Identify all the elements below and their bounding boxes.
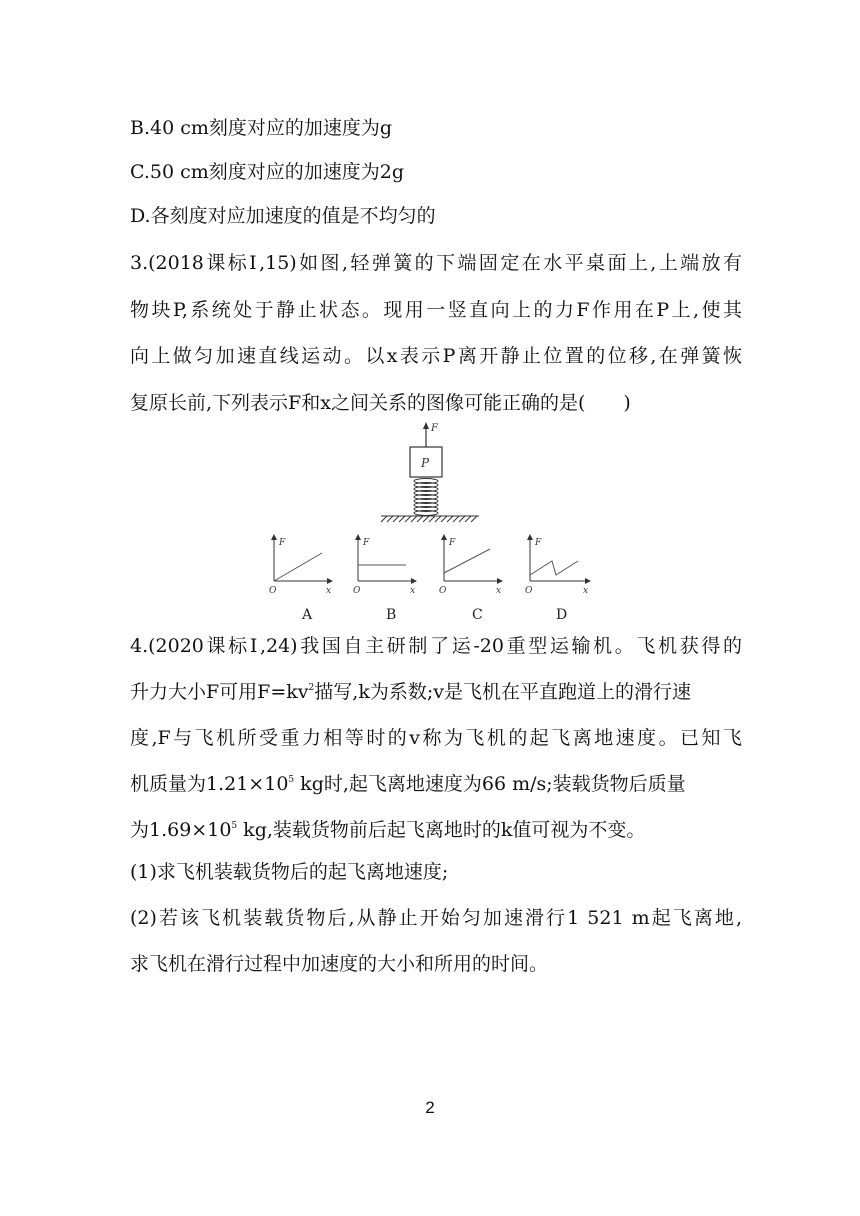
graph-c-origin: O [439, 586, 447, 596]
answer-graphs [262, 533, 602, 625]
q4-line-5-pre: 为1.69×10 [130, 819, 232, 841]
spring [414, 479, 438, 516]
graph-a-origin: O [269, 586, 277, 596]
q3-line-3: 向上做匀加速直线运动。以x表示P离开静止位置的位移,在弹簧恢 [130, 345, 742, 367]
graph-d-curve [530, 561, 578, 575]
graph-a [269, 537, 331, 623]
q4-line-3: 度,F与飞机所受重力相等时的v称为飞机的起飞离地速度。已知飞 [130, 727, 742, 749]
spring-block-figure [375, 420, 485, 525]
graph-b-y-label: F [363, 538, 370, 548]
q4-line-2-post: 描写,k为系数;v是飞机在平直跑道上的滑行速 [314, 681, 691, 703]
graph-a-label: A [302, 607, 313, 623]
table-surface [381, 516, 479, 522]
graph-a-curve [274, 553, 322, 581]
q4-line-4 [130, 772, 686, 796]
graph-d-x-label: x [583, 586, 589, 596]
graph-b-x-label: x [410, 586, 416, 596]
force-arrow [423, 422, 429, 447]
graph-d-origin: O [525, 586, 533, 596]
page-number: 2 [425, 1098, 435, 1117]
graph-c-curve [444, 549, 490, 573]
graph-d-label: D [556, 607, 568, 623]
graph-c-y-label: F [449, 538, 456, 548]
option-d: D.各刻度对应加速度的值是不均匀的 [130, 205, 436, 227]
graph-c-x-label: x [496, 586, 502, 596]
q4-line-4-post: kg时,起飞离地速度为66 m/s;装载货物后质量 [294, 773, 686, 795]
graph-b-origin: O [353, 586, 361, 596]
force-label: F [431, 423, 438, 434]
q4-line-5-post: kg,装载货物前后起飞离地时的k值可视为不变。 [237, 819, 646, 841]
graph-c-label: C [472, 607, 483, 623]
option-b: B.40 cm刻度对应的加速度为g [130, 117, 393, 139]
q4-line-5 [130, 818, 645, 842]
q4-sub-2-line-1: (2)若该飞机装载货物后,从静止开始匀加速滑行1 521 m起飞离地, [130, 907, 742, 929]
graph-d-y-label: F [535, 538, 542, 548]
graph-a-y-label: F [279, 538, 286, 548]
q4-line-5-sup: 5 [231, 821, 238, 831]
q4-line-2-sup: 2 [308, 683, 315, 693]
q4-line-1: 4.(2020课标Ⅰ,24)我国自主研制了运-20重型运输机。飞机获得的 [130, 635, 742, 657]
graph-a-x-label: x [326, 586, 332, 596]
q4-line-4-sup: 5 [288, 775, 295, 785]
graph-b [353, 537, 415, 623]
graph-c [439, 537, 501, 623]
q3-line-2: 物块P,系统处于静止状态。现用一竖直向上的力F作用在P上,使其 [130, 299, 742, 321]
block-label: P [421, 456, 430, 470]
graph-b-label: B [386, 607, 397, 623]
q4-sub-1: (1)求飞机装载货物后的起飞离地速度; [130, 861, 449, 883]
q3-line-1: 3.(2018课标Ⅰ,15)如图,轻弹簧的下端固定在水平桌面上,上端放有 [130, 252, 742, 274]
q4-line-2 [130, 680, 691, 704]
q4-line-4-pre: 机质量为1.21×10 [130, 773, 289, 795]
q4-line-2-pre: 升力大小F可用F=kv [130, 681, 309, 703]
q3-line-4: 复原长前,下列表示F和x之间关系的图像可能正确的是( ) [130, 392, 631, 414]
graph-d [525, 537, 588, 623]
option-c: C.50 cm刻度对应的加速度为2g [130, 161, 405, 183]
q4-sub-2-line-2: 求飞机在滑行过程中加速度的大小和所用的时间。 [130, 953, 549, 975]
